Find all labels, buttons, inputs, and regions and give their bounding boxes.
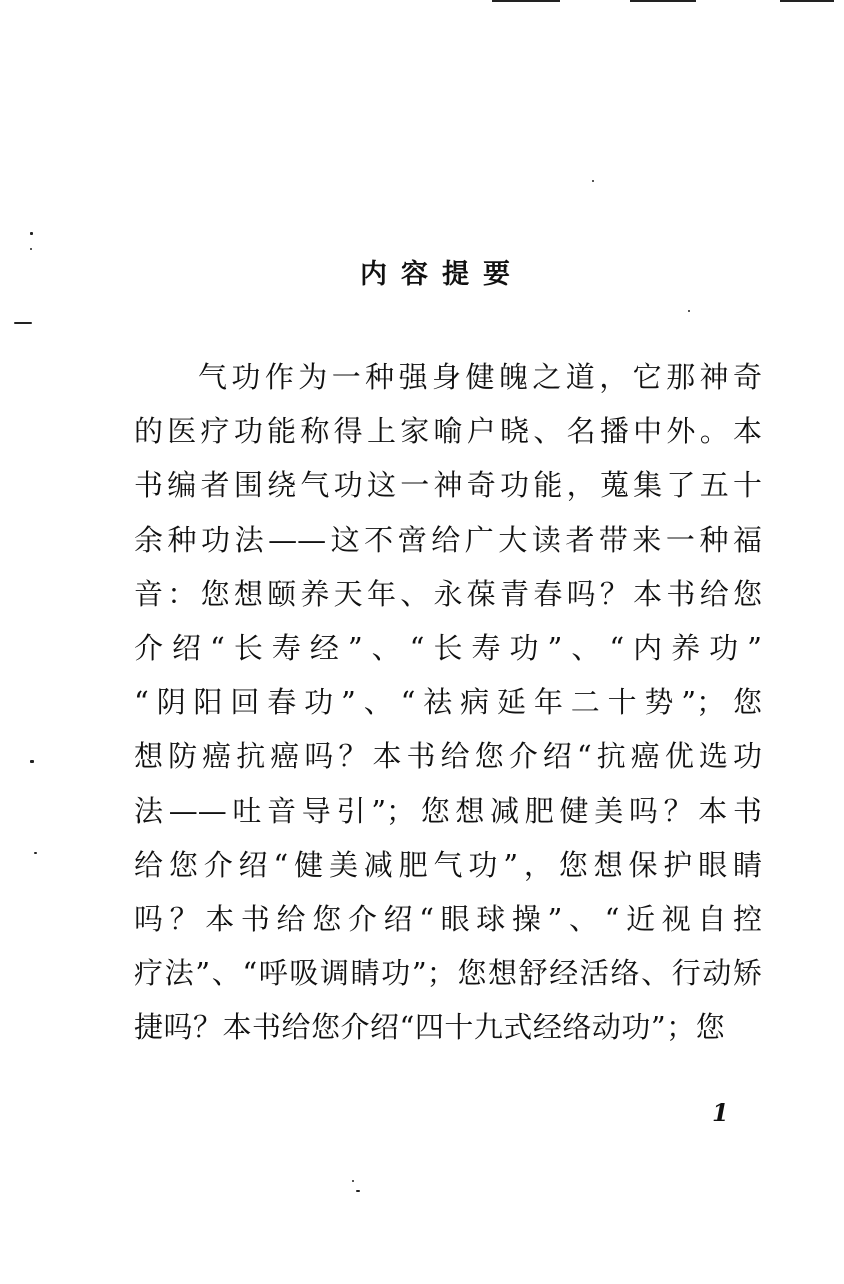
paragraph-line: 法——吐音导引”；您想减肥健美吗？本书	[134, 793, 762, 828]
paragraph-line: 余种功法——这不啻给广大读者带来一种福	[134, 522, 762, 557]
paragraph-line: “阴阳回春功”、“祛病延年二十势”；您	[134, 685, 762, 720]
paragraph-line: 想防癌抗癌吗？本书给您介绍“抗癌优选功	[134, 739, 762, 774]
top-edge-rule	[780, 0, 834, 2]
paragraph-line: 疗法”、“呼吸调睛功”；您想舒经活络、行动矫	[134, 956, 762, 991]
section-title: 内容提要	[360, 259, 524, 290]
scan-speck	[688, 310, 690, 312]
scan-speck	[30, 248, 32, 250]
summary-paragraph	[134, 350, 762, 1054]
scan-speck	[592, 180, 594, 182]
paragraph-line: 书编者围绕气功这一神奇功能，蒐集了五十	[134, 468, 762, 503]
paragraph-line: 吗？本书给您介绍“眼球操”、“近视自控	[134, 901, 762, 936]
paragraph-line: 气功作为一种强身健魄之道，它那神奇	[198, 360, 762, 394]
scan-speck	[30, 232, 33, 235]
top-edge-rule	[630, 0, 696, 2]
scan-speck	[352, 1180, 354, 1182]
page-number: 1	[712, 1098, 729, 1127]
scan-speck	[30, 760, 34, 763]
paragraph-line: 介绍“长寿经”、“长寿功”、“内养功”	[134, 630, 762, 665]
scan-speck	[34, 852, 37, 854]
paragraph-line: 给您介绍“健美减肥气功”，您想保护眼睛	[134, 847, 762, 882]
paragraph-line: 的医疗功能称得上家喻户晓、名播中外。本	[134, 414, 762, 449]
scan-speck	[356, 1190, 360, 1192]
scan-speck	[14, 322, 32, 324]
paragraph-line: 音：您想颐养天年、永葆青春吗？本书给您	[134, 576, 762, 611]
paragraph-line: 捷吗？本书给您介绍“四十九式经络动功”；您	[134, 1010, 726, 1045]
top-edge-rule	[492, 0, 560, 2]
